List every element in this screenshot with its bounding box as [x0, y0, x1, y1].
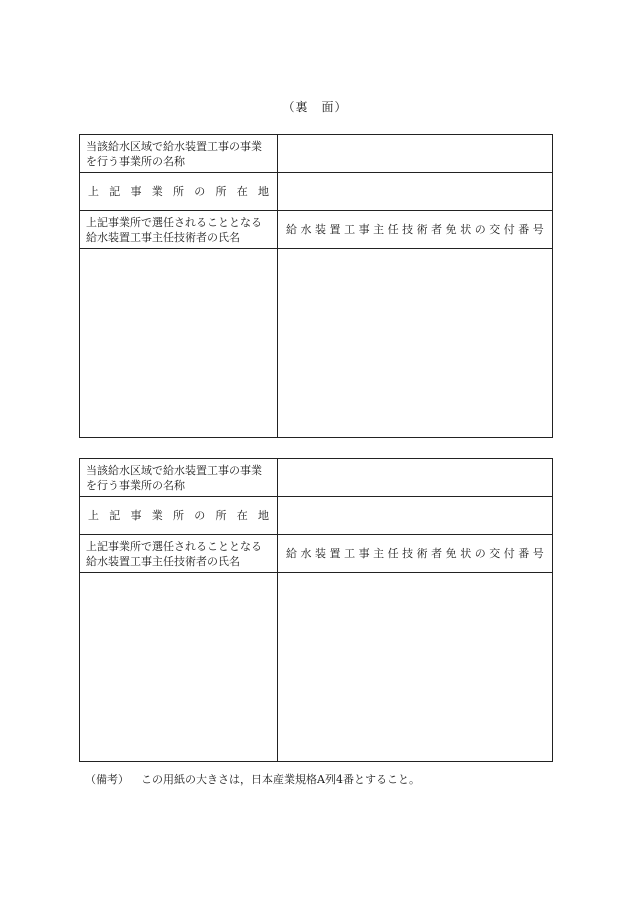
chief-engineer-name-label-cell — [80, 535, 278, 573]
office-name-label-cell — [80, 135, 278, 173]
chief-engineer-name-label: 上記事業所で選任されることとなる給水装置工事主任技術者の氏名 — [86, 215, 262, 244]
license-number-label-cell — [278, 211, 553, 249]
office-location-label: 上 記 事 業 所 の 所 在 地 — [88, 509, 269, 522]
office-name-label-cell — [80, 459, 278, 497]
page-title: （裏 面） — [282, 100, 348, 114]
office-location-label-cell — [80, 173, 278, 211]
remarks-label: （備考） — [85, 773, 129, 786]
office-name-input-cell[interactable] — [278, 459, 553, 497]
registration-table-1 — [79, 134, 553, 438]
office-location-label: 上 記 事 業 所 の 所 在 地 — [88, 185, 269, 198]
office-name-input-cell[interactable] — [278, 135, 553, 173]
license-number-input-cell[interactable] — [278, 573, 553, 762]
license-number-label: 給 水 装 置 工 事 主 任 技 術 者 免 状 の 交 付 番 号 — [286, 223, 544, 236]
chief-engineer-name-input-cell[interactable] — [80, 249, 278, 438]
remarks-note — [85, 771, 420, 787]
office-location-label-cell — [80, 497, 278, 535]
license-number-input-cell[interactable] — [278, 249, 553, 438]
office-location-input-cell[interactable] — [278, 497, 553, 535]
license-number-label: 給 水 装 置 工 事 主 任 技 術 者 免 状 の 交 付 番 号 — [286, 547, 544, 560]
remarks-text: この用紙の大きさは，日本産業規格A列4番とすること。 — [141, 773, 420, 786]
registration-table-2 — [79, 458, 553, 762]
license-number-label-cell — [278, 535, 553, 573]
office-name-label: 当該給水区域で給水装置工事の事業を行う事業所の名称 — [86, 463, 262, 492]
chief-engineer-name-input-cell[interactable] — [80, 573, 278, 762]
chief-engineer-name-label-cell — [80, 211, 278, 249]
office-name-label: 当該給水区域で給水装置工事の事業を行う事業所の名称 — [86, 139, 262, 168]
chief-engineer-name-label: 上記事業所で選任されることとなる給水装置工事主任技術者の氏名 — [86, 539, 262, 568]
office-location-input-cell[interactable] — [278, 173, 553, 211]
